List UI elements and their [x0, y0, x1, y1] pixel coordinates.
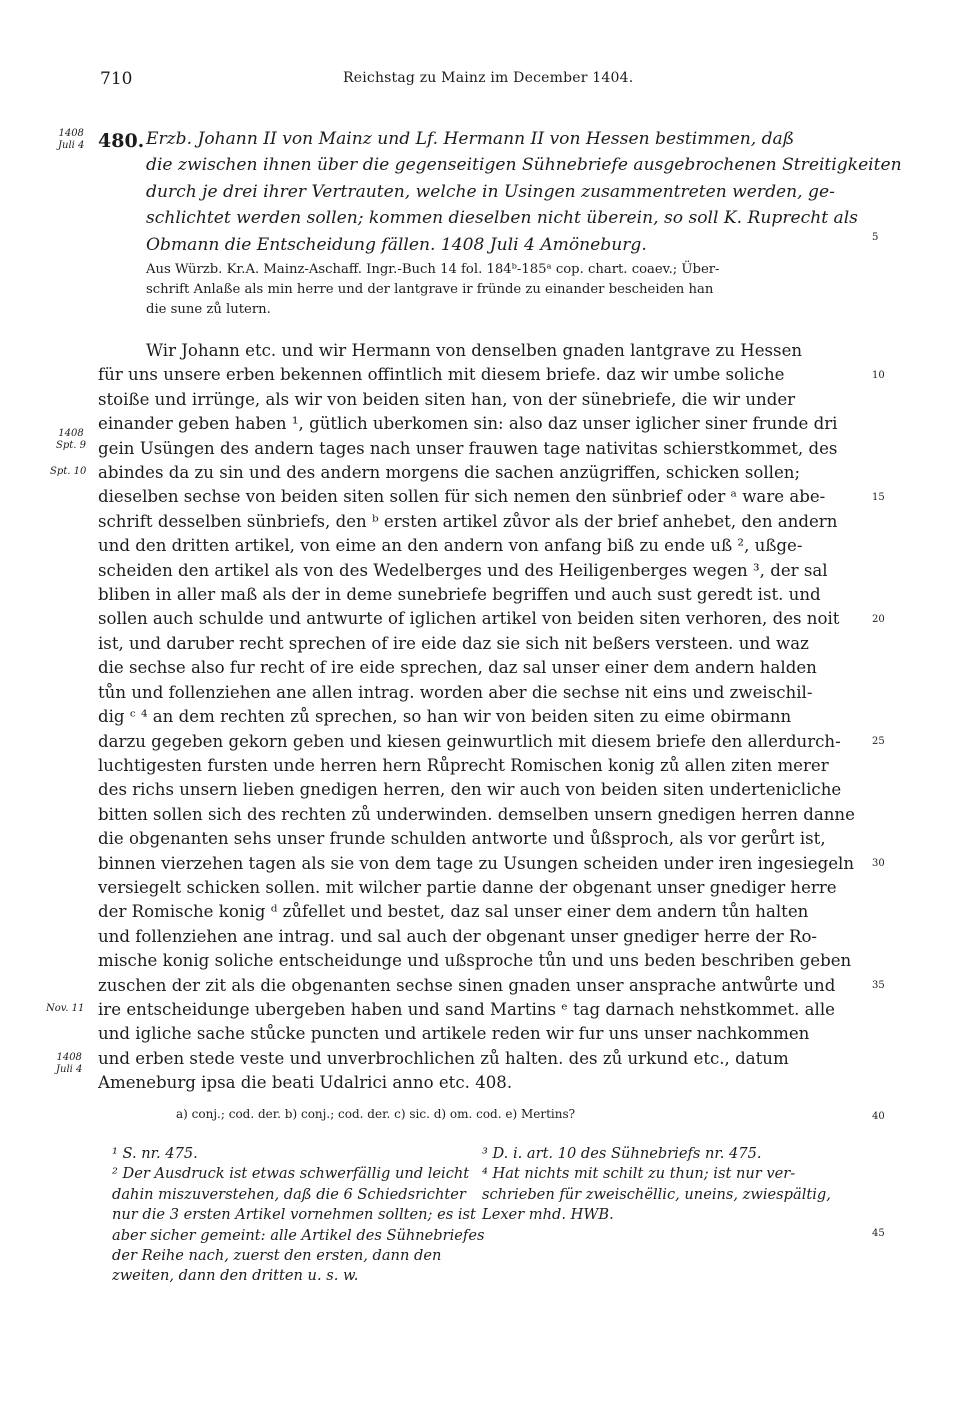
text-line: der Romische konig ᵈ zůfellet und bestet, daz sal unser einer dem andern tůn halten: [98, 902, 809, 922]
footnotes-right: [482, 1144, 862, 1226]
text-line: für uns unsere erben bekennen offintlich mit diesem briefe. daz wir umbe soliche: [98, 365, 785, 385]
footnote-line: der Reihe nach, zuerst den ersten, dann den: [112, 1247, 442, 1265]
line-number: 35: [872, 980, 885, 991]
source-line: schrift Anlaße als min herre und der lantgrave ir fründe zu einander bescheiden han: [146, 282, 714, 297]
text-line: tůn und follenziehen ane allen intrag. worden aber die sechse nit eins und zweischil-: [98, 682, 813, 702]
text-line: zuschen der zit als die obgenanten sechse sinen gnaden unser ansprache antwůrte und: [98, 975, 836, 995]
text-line: Ameneburg ipsa die beati Udalrici anno etc. 408.: [98, 1073, 513, 1093]
regest-line: schlichtet werden sollen; kommen dieselben nicht überein, so soll K. Ruprecht als: [146, 208, 858, 229]
line-number: 15: [872, 492, 885, 503]
text-line: bitten sollen sich des rechten zů underwinden. demselben unsern gnedigen herren danne: [98, 804, 855, 824]
footnote-line: dahin miszuverstehen, daß die 6 Schiedsrichter: [112, 1185, 466, 1203]
line-number: 10: [872, 370, 885, 381]
margin-date: Spt. 10: [50, 466, 87, 477]
text-line: sollen auch schulde und antwurte of iglichen artikel von beiden siten verhoren, des noit: [98, 609, 840, 629]
text-line: stoiße und irrünge, als wir von beiden siten han, von der sünebriefe, die wir under: [98, 389, 796, 409]
margin-date-day: Juli 4: [56, 1064, 83, 1075]
line-number: 5: [872, 232, 879, 243]
margin-date-year: 1408: [56, 1052, 82, 1063]
text-line: und follenziehen ane intrag. und sal auch der obgenant unser gnediger herre der Ro-: [98, 926, 818, 946]
page-number: 710: [100, 69, 133, 89]
line-number: 25: [872, 736, 885, 747]
running-head: Reichstag zu Mainz im December 1404.: [343, 70, 634, 86]
footnote-line: Lexer mhd. HWB.: [482, 1206, 614, 1224]
text-line: ist, und daruber recht sprechen of ire eide daz sie sich nit beßers versteen. und waz: [98, 633, 809, 653]
footnote-line: ³ D. i. art. 10 des Sühnebriefs nr. 475.: [482, 1145, 762, 1162]
regest-line: die zwischen ihnen über die gegenseitigen Sühnebriefe ausgebrochenen Streitigkeiten: [146, 155, 902, 176]
text-line: und erben stede veste und unverbrochlichen zů halten. des zů urkund etc., datum: [98, 1048, 789, 1068]
text-line: und den dritten artikel, von eime an den andern von anfang biß zu ende uß ², ußge-: [98, 536, 803, 556]
source-line: die sune zů lutern.: [146, 302, 271, 317]
text-line: abindes da zu sin und des andern morgens die sachen anzügriffen, schicken sollen;: [98, 463, 801, 483]
regest-line: durch je drei ihrer Vertrauten, welche in Usingen zusammentreten werden, ge-: [146, 181, 835, 202]
line-number: 45: [872, 1228, 885, 1239]
text-line: versiegelt schicken sollen. mit wilcher partie danne der obgenant unser gnediger herre: [98, 877, 837, 897]
text-line: die sechse also fur recht of ire eide sprechen, daz sal unser einer dem andern halden: [98, 658, 817, 678]
text-line: ire entscheidunge ubergeben haben und sand Martins ᵉ tag darnach nehstkommet. alle: [98, 999, 835, 1019]
footnote-line: ⁴ Hat nichts mit schilt zu thun; ist nur ver-: [482, 1165, 796, 1183]
footnote-line: nur die 3 ersten Artikel vornehmen sollten; es ist: [112, 1206, 476, 1224]
text-line: mische konig soliche entscheidunge und ußsproche tůn und uns beden beschriben geben: [98, 951, 852, 971]
entry-date-margin: [58, 128, 84, 152]
margin-date-day: Spt. 9: [56, 440, 86, 451]
margin-date: [56, 1052, 82, 1076]
text-line: dig ᶜ ⁴ an dem rechten zů sprechen, so han wir von beiden siten zu eime obirmann: [98, 707, 792, 727]
regest-line: Obmann die Entscheidung fällen. 1408 Juli 4 Amöneburg.: [146, 234, 647, 255]
entry-date-year: 1408: [58, 128, 84, 139]
footnote-line: ¹ S. nr. 475.: [112, 1145, 198, 1162]
regest-line: Erzb. Johann II von Mainz und Lf. Hermann II von Hessen bestimmen, daß: [146, 129, 795, 149]
charter-text: [98, 339, 854, 1096]
text-line: schrift desselben sünbriefs, den ᵇ ersten artikel zůvor als der brief anhebet, den andern: [98, 511, 838, 531]
entry-number: 480.: [98, 130, 145, 152]
footnote-line: ² Der Ausdruck ist etwas schwerfällig und leicht: [112, 1165, 470, 1183]
line-number: 40: [872, 1111, 885, 1122]
margin-date-year: 1408: [58, 428, 84, 439]
margin-date: Nov. 11: [46, 1003, 85, 1014]
text-line: des richs unsern lieben gnedigen herren, den wir auch von beiden siten undertenicliche: [98, 780, 842, 800]
source-note: [146, 260, 856, 320]
entry-date-day: Juli 4: [58, 140, 85, 151]
text-line: gein Usüngen des andern tages nach unser frauwen tage nativitas schierstkommet, des: [98, 438, 838, 458]
text-line: darzu gegeben gekorn geben und kiesen geinwurtlich mit diesem briefe den allerdurch-: [98, 731, 841, 751]
footnote-line: zweiten, dann den dritten u. s. w.: [112, 1267, 359, 1285]
regest: [146, 126, 902, 258]
text-line: bliben in aller maß als der in deme sunebriefe begriffen und auch sust geredt ist. und: [98, 585, 821, 605]
line-number: 20: [872, 614, 885, 625]
line-number: 30: [872, 858, 885, 869]
text-line: Wir Johann etc. und wir Hermann von denselben gnaden lantgrave zu Hessen: [146, 341, 803, 360]
footnote-line: schrieben für zweischëllic, uneins, zwiespältig,: [482, 1185, 831, 1203]
footnotes-left: [112, 1144, 485, 1287]
text-line: einander geben haben ¹, gütlich uberkomen sin: also daz unser iglicher siner frunde dri: [98, 414, 838, 434]
margin-date: [56, 428, 86, 452]
textual-variants: a) conj.; cod. der. b) conj.; cod. der. c) sic. d) om. cod. e) Mertins?: [176, 1107, 576, 1121]
text-line: die obgenanten sehs unser frunde schulden antworte und ůßsproch, als vor gerůrt ist,: [98, 829, 826, 849]
text-line: scheiden den artikel als von des Wedelberges und des Heiligenberges wegen ³, der sal: [98, 560, 828, 580]
text-line: dieselben sechse von beiden siten sollen für sich nemen den sünbrief oder ᵃ ware abe-: [98, 487, 826, 507]
source-line: Aus Würzb. Kr.A. Mainz-Aschaff. Ingr.-Buch 14 fol. 184ᵇ-185ᵃ cop. chart. coaev.; Über-: [146, 262, 720, 277]
text-line: luchtigesten fursten unde herren hern Růprecht Romischen konig zů allen ziten merer: [98, 755, 829, 775]
text-line: und igliche sache stůcke puncten und artikele reden wir fur uns unser nachkommen: [98, 1024, 810, 1044]
text-line: binnen vierzehen tagen als sie von dem tage zu Usungen scheiden under iren ingesiegeln: [98, 853, 855, 873]
footnote-line: aber sicher gemeint: alle Artikel des Sühnebriefes: [112, 1226, 485, 1244]
